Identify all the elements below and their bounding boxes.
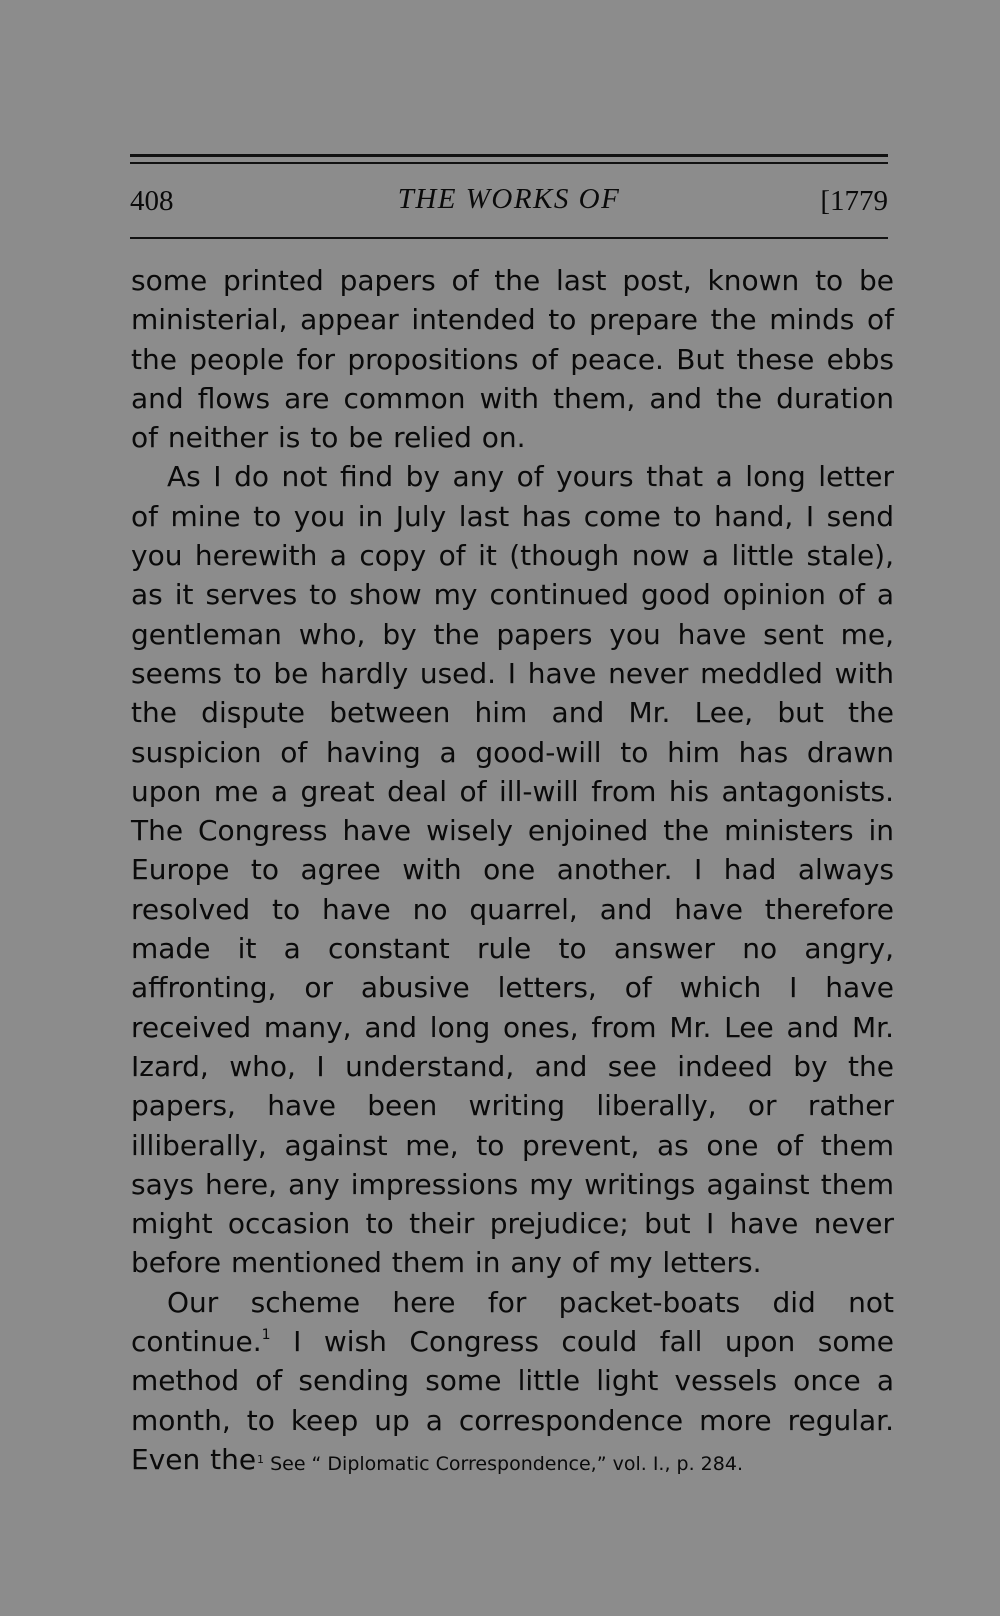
- body-text: [131, 261, 894, 1479]
- paragraph-continued: some printed papers of the last post, known to be ministerial, appear intended to prepare the minds of the people for propositions of peace. But these ebbs and flows are common with them, and the duration of neither is to be relied on.: [131, 264, 894, 455]
- header-bottom-rule: [130, 237, 888, 239]
- paragraph-packet-boats-rest: I wish Congress could fall upon some method of sending some little light vessels once a month, to keep up a correspondence more regular. Even the: [131, 1325, 894, 1476]
- header-top-rule-thin: [130, 162, 888, 164]
- paragraph-packet-boats-start: Our scheme here for packet-boats did not continue.: [131, 1285, 894, 1359]
- footnote: [0, 1453, 1000, 1475]
- paragraph-packet-boats: [131, 1283, 894, 1479]
- footnote-text: See “ Diplomatic Correspondence,” vol. I., p. 284.: [270, 1453, 743, 1475]
- paragraph-letter: As I do not find by any of yours that a long letter of mine to you in July last has come to hand, I send you herewith a copy of it (though now a little stale), as it serves to show my continued good opinion of a gentleman who, by the papers you have sent me, seems to be hardly used. I have never meddled with the dispute between him and Mr. Lee, but the suspicion of having a good-will to him has drawn upon me a great deal of ill-will from his antagonists. The Congress have wisely enjoined the ministers in Europe to agree with one another. I had always resolved to have no quarrel, and have therefore made it a constant rule to answer no angry, affronting, or abusive letters, of which I have received many, and long ones, from Mr. Lee and Mr. Izard, who, I understand, and see indeed by the papers, have been writing liberally, or rather illiberally, against me, to prevent, as one of them says here, any impressions my writings against them might occasion to their prejudice; but I have never before mentioned them in any of my letters.: [131, 460, 894, 1280]
- page-number: 408: [130, 185, 174, 217]
- footnote-marker: 1: [257, 1453, 265, 1466]
- footnote-reference: 1: [261, 1327, 271, 1344]
- header-top-rule: [130, 154, 888, 157]
- running-title: THE WORKS OF: [397, 183, 621, 215]
- running-header: [130, 183, 888, 223]
- year-marker: [1779: [820, 185, 888, 217]
